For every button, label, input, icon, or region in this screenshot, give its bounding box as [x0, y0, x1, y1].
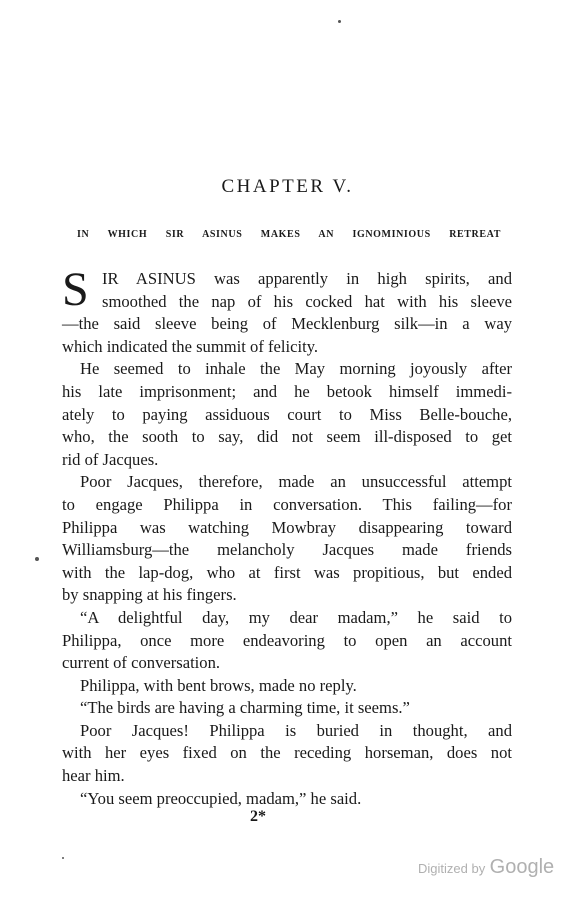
digitization-watermark	[418, 856, 554, 879]
watermark-prefix: Digitized by	[418, 861, 486, 876]
paragraph	[62, 720, 512, 788]
text-line: with the lap-dog, who at first was propitious, but ended	[62, 562, 512, 582]
text-line: by snapping at his fingers.	[62, 585, 237, 605]
text-line: Philippa, with bent brows, made no reply.	[80, 675, 357, 695]
chapter-body	[62, 263, 512, 810]
opening-rest: was apparently in high spirits, and	[214, 269, 512, 288]
text-line: smoothed the nap of his cocked hat with his sleeve	[102, 291, 512, 311]
text-line: “A delightful day, my dear madam,” he said to	[80, 607, 512, 627]
text-line: his late imprisonment; and he betook himself immedi-	[62, 381, 512, 401]
text-line: Philippa, once more endeavoring to open an account	[62, 630, 512, 650]
chapter-subtitle: IN WHICH SIR ASINUS MAKES AN IGNOMINIOUS RETREAT	[77, 229, 501, 240]
text-line: “The birds are having a charming time, it seems.”	[80, 698, 410, 718]
text-line: ately to paying assiduous court to Miss Belle-bouche,	[62, 404, 512, 424]
paragraph	[62, 697, 512, 720]
text-line: Poor Jacques! Philippa is buried in thought, and	[80, 720, 512, 740]
opening-caps: IR ASINUS	[102, 269, 196, 288]
print-speck	[62, 857, 64, 859]
paragraph	[62, 788, 512, 811]
text-line: to engage Philippa in conversation. This failing—for	[62, 494, 512, 514]
text-line	[62, 268, 512, 291]
text-line: hear him.	[62, 766, 125, 786]
text-line: “You seem preoccupied, madam,” he said.	[80, 788, 362, 808]
text-line: who, the sooth to say, did not seem ill-disposed to get	[62, 427, 512, 447]
text-line: He seemed to inhale the May morning joyously after	[80, 359, 512, 379]
text-line: current of conversation.	[62, 653, 221, 673]
chapter-title: CHAPTER V.	[221, 176, 354, 197]
print-speck	[35, 557, 39, 561]
text-line: —the said sleeve being of Mecklenburg silk—in a way	[62, 314, 512, 334]
print-speck	[338, 20, 341, 23]
paragraph	[62, 675, 512, 698]
text-line: Williamsburg—the melancholy Jacques made friends	[62, 540, 512, 560]
text-line: Poor Jacques, therefore, made an unsuccessful attempt	[80, 472, 512, 492]
text-line: with her eyes fixed on the receding horseman, does not	[62, 743, 512, 763]
page-number: 2*	[250, 808, 266, 825]
drop-cap: S	[62, 263, 89, 316]
google-logo: Google	[489, 856, 555, 878]
paragraph	[62, 358, 512, 471]
text-line: Philippa was watching Mowbray disappearing toward	[62, 517, 512, 537]
text-line: rid of Jacques.	[62, 449, 159, 469]
paragraph	[62, 471, 512, 607]
paragraph	[62, 607, 512, 675]
text-line: which indicated the summit of felicity.	[62, 336, 319, 356]
paragraph-opening	[62, 263, 512, 358]
